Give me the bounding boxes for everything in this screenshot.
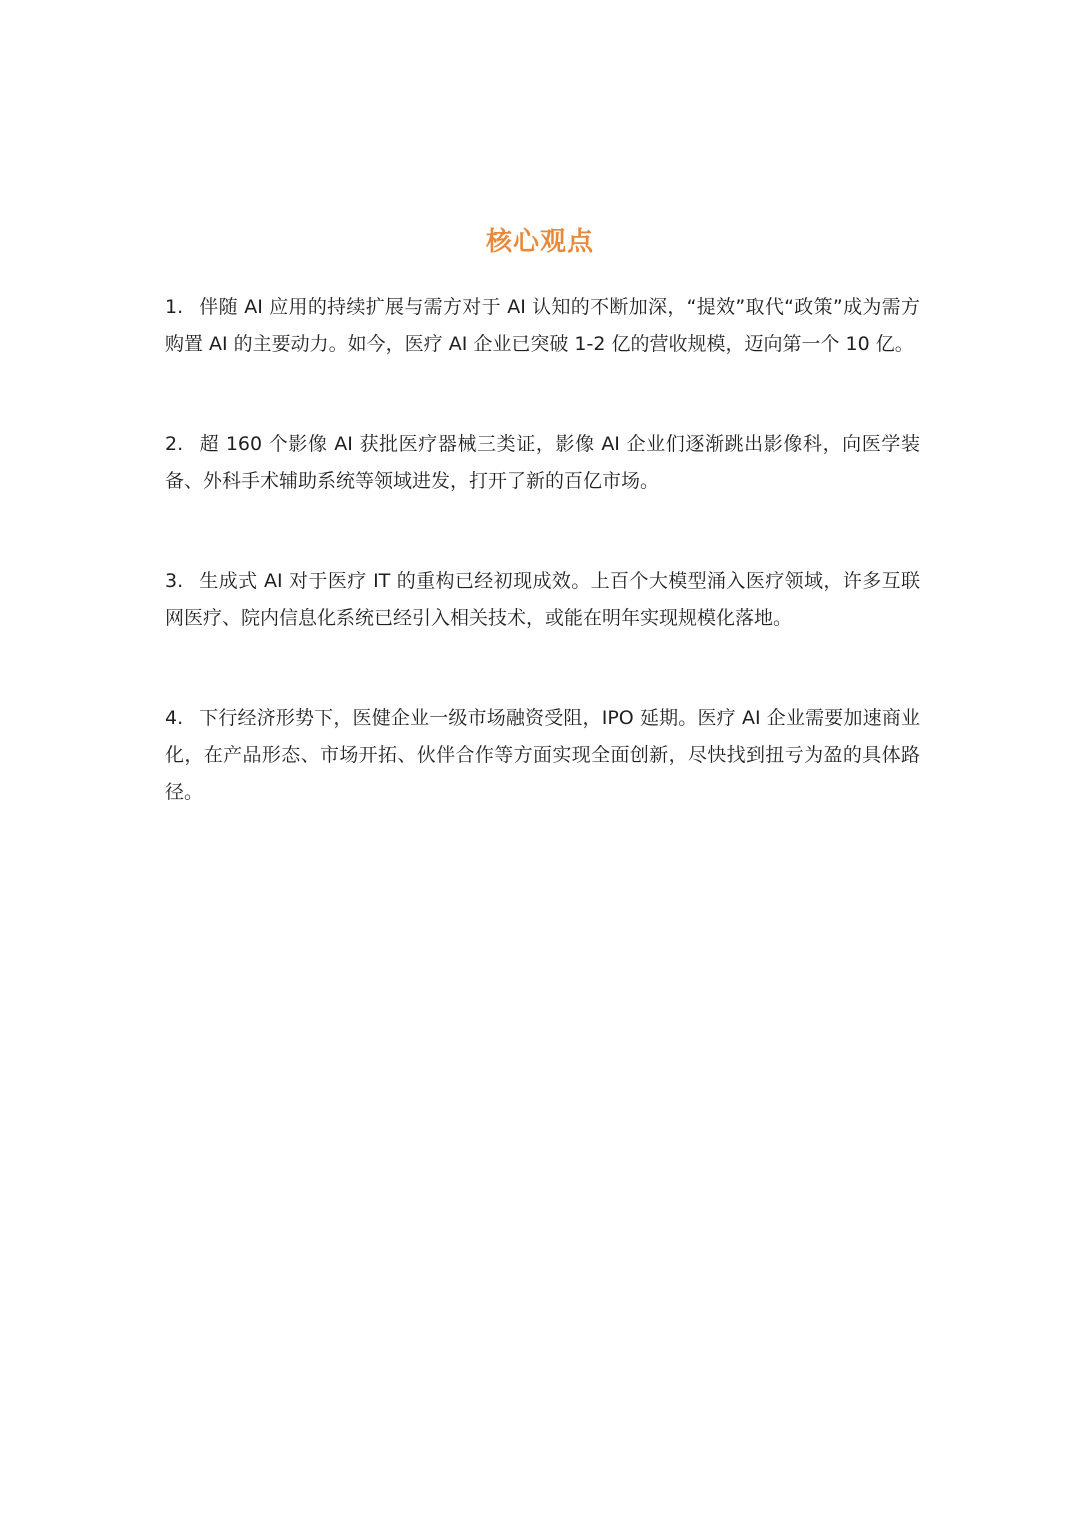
key-point-text: 下行经济形势下，医健企业一级市场融资受阻，IPO 延期。医疗 AI 企业需要加速商业化，在产品形态、市场开拓、伙伴合作等方面实现全面创新，尽快找到扭亏为盈的具体路径。 — [165, 707, 920, 803]
key-point-number: 1. — [165, 296, 184, 318]
key-point-4 — [165, 700, 920, 811]
key-point-number: 2. — [165, 433, 184, 455]
key-point-text: 超 160 个影像 AI 获批医疗器械三类证，影像 AI 企业们逐渐跳出影像科，向医学装备、外科手术辅助系统等领域进发，打开了新的百亿市场。 — [165, 433, 920, 492]
key-points-list — [165, 289, 920, 874]
page-title: 核心观点 — [485, 227, 594, 257]
key-point-text: 生成式 AI 对于医疗 IT 的重构已经初现成效。上百个大模型涌入医疗领域，许多互联网医疗、院内信息化系统已经引入相关技术，或能在明年实现规模化落地。 — [165, 570, 920, 629]
key-point-text: 伴随 AI 应用的持续扩展与需方对于 AI 认知的不断加深，“提效”取代“政策”成为需方购置 AI 的主要动力。如今，医疗 AI 企业已突破 1-2 亿的营收规模，迈向第一个 10 亿。 — [165, 296, 920, 355]
key-point-2 — [165, 426, 920, 500]
key-point-1 — [165, 289, 920, 363]
key-point-number: 3. — [165, 570, 184, 592]
key-point-number: 4. — [165, 707, 184, 729]
key-point-3 — [165, 563, 920, 637]
